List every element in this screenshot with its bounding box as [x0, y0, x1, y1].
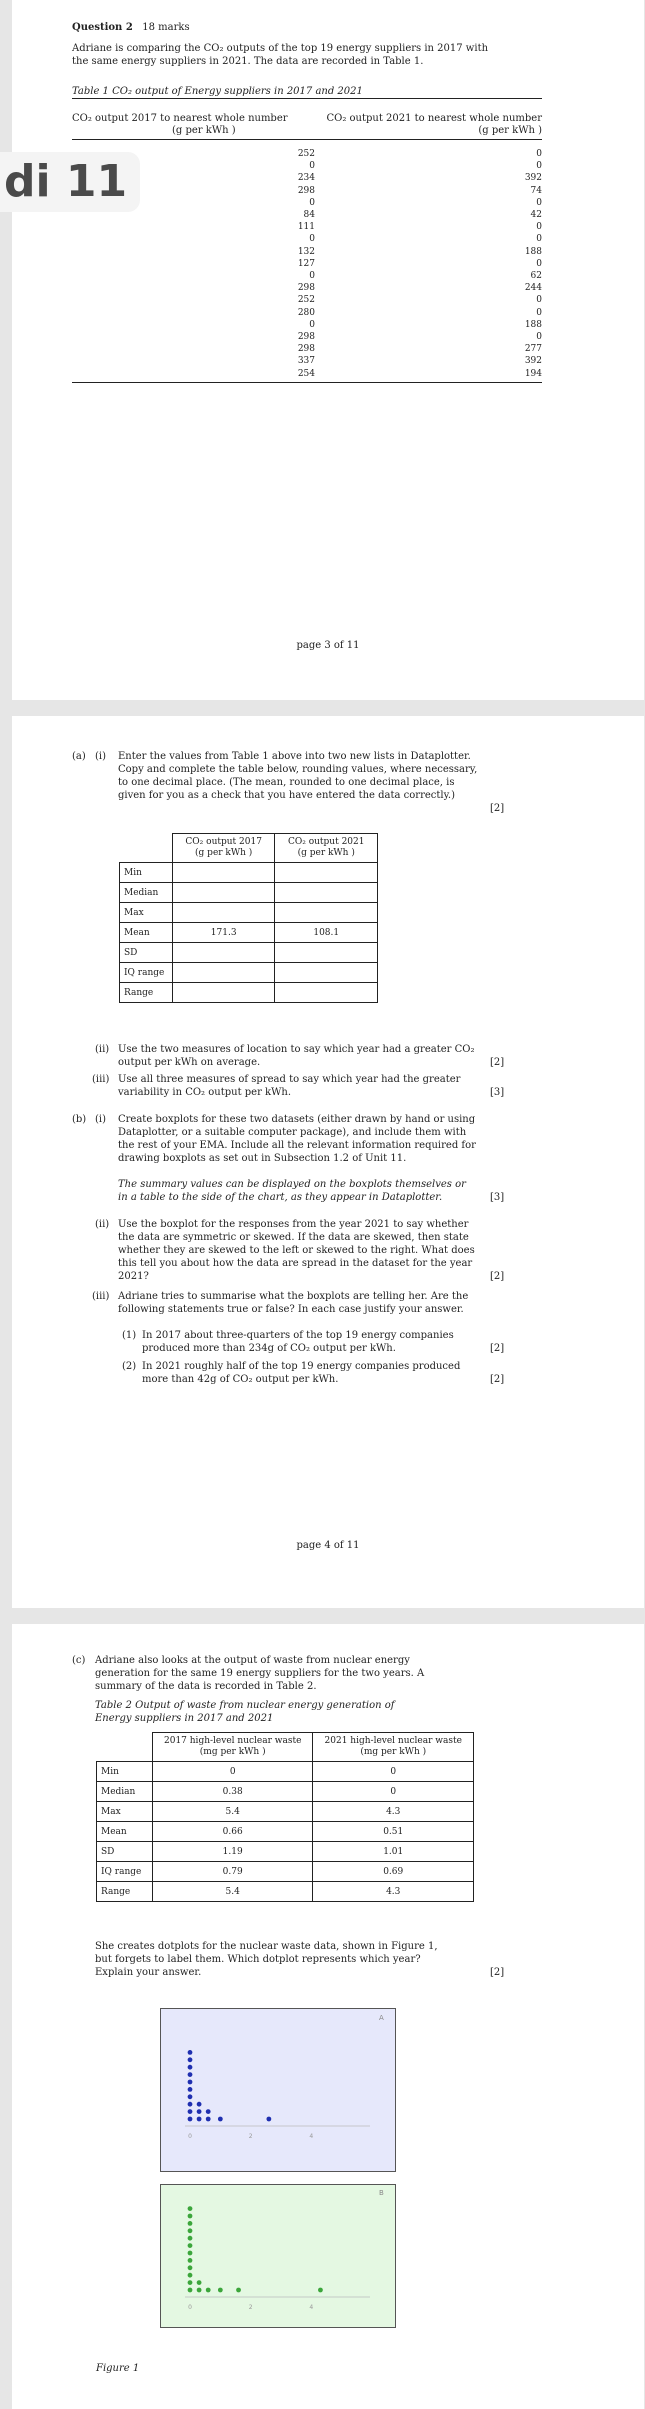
part-a-ii-label: (ii) — [95, 1044, 110, 1055]
table1-cell-2017: 337 — [297, 356, 315, 367]
question-heading — [72, 22, 190, 33]
dotplot-point — [188, 2265, 193, 2270]
table1-row — [72, 209, 542, 221]
table1-cell-2021: 0 — [536, 222, 542, 233]
summary-header-2021 — [275, 834, 378, 863]
table1-row — [72, 270, 542, 282]
summary-cell-label: Mean — [120, 923, 173, 943]
table1-cell-2017: 0 — [309, 271, 315, 282]
part-b-ii-label: (ii) — [95, 1219, 110, 1230]
part-b-iii-1-marks: [2] — [490, 1343, 505, 1354]
summary-table-rows — [120, 863, 378, 1003]
page-3 — [12, 0, 644, 700]
waste-cell-label: Range — [97, 1882, 153, 1902]
waste-header-2017-title: 2017 high-level nuclear waste — [164, 1736, 302, 1746]
table1-cell-2021: 188 — [524, 319, 542, 330]
waste-cell-label: Max — [97, 1802, 153, 1822]
summary-row — [120, 863, 378, 883]
table1-body — [72, 148, 542, 380]
summary-cell-2021 — [275, 863, 378, 883]
waste-header-2021-title: 2021 high-level nuclear waste — [324, 1736, 462, 1746]
part-a-iii-text: Use all three measures of spread to say which year had the greater variability in CO₂ output per kWh. — [118, 1074, 461, 1098]
table1-row — [72, 172, 542, 184]
table1-cell-2021: 74 — [530, 185, 542, 196]
waste-cell-label: Median — [97, 1782, 153, 1802]
dotplot-point — [188, 2072, 193, 2077]
summary-row — [120, 963, 378, 983]
waste-header-2017 — [152, 1733, 313, 1762]
table1-caption: Table 1 CO₂ output of Energy suppliers in 2017 and 2021 — [72, 86, 363, 97]
table1-row — [72, 160, 542, 172]
waste-table — [96, 1732, 474, 1902]
table1-cell-2021: 0 — [536, 295, 542, 306]
waste-cell-2021: 0.69 — [313, 1862, 474, 1882]
summary-cell-2021 — [275, 883, 378, 903]
dotplot-point — [218, 2117, 223, 2122]
waste-table-rows — [97, 1762, 474, 1902]
dotplot-marks: [2] — [490, 1967, 505, 1978]
dotplot-point — [188, 2065, 193, 2070]
dotplot-point — [188, 2102, 193, 2107]
dotplot-point — [188, 2214, 193, 2219]
dotplot-point — [197, 2288, 202, 2293]
dotplot-point — [188, 2243, 193, 2248]
part-b-iii-2-marks: [2] — [490, 1374, 505, 1385]
table1-cell-2021: 0 — [536, 332, 542, 343]
dotplot-point — [197, 2109, 202, 2114]
page-number: page 3 of 11 — [296, 640, 360, 651]
dotplot-point — [188, 2251, 193, 2256]
table1-col1-header: CO₂ output 2017 to nearest whole number — [72, 113, 288, 124]
dotplot-point — [188, 2109, 193, 2114]
dotplot-b — [160, 2184, 396, 2328]
table1-row — [72, 343, 542, 355]
table1-row — [72, 355, 542, 367]
summary-cell-2021: 108.1 — [275, 923, 378, 943]
waste-cell-2017: 5.4 — [152, 1802, 313, 1822]
table1-bottom-rule — [72, 382, 542, 383]
summary-row — [120, 883, 378, 903]
summary-cell-2021 — [275, 903, 378, 923]
part-c-label: (c) — [72, 1655, 86, 1666]
part-b-ii-text: Use the boxplot for the responses from the year 2021 to say whether the data are symmetric or skewed. If the data are skewed, then state whether they are skewed to the left or skewed to the right. What does this tell you about how the data are spread in the dataset for the year 2021? — [118, 1219, 475, 1282]
dotplot-point — [206, 2288, 211, 2293]
dotplot-point — [188, 2273, 193, 2278]
question-title: Question 2 — [72, 22, 133, 33]
waste-cell-2021: 0 — [313, 1782, 474, 1802]
waste-cell-2021: 0.51 — [313, 1822, 474, 1842]
table1-cell-2017: 132 — [297, 246, 315, 257]
table1-cell-2021: 0 — [536, 197, 542, 208]
dotplot-point — [188, 2221, 193, 2226]
dotplot-b-background — [161, 2185, 396, 2328]
table1-cell-2017: 111 — [297, 222, 315, 233]
waste-cell-2021: 4.3 — [313, 1802, 474, 1822]
table1-row — [72, 368, 542, 380]
dotplot-point — [218, 2288, 223, 2293]
table1-cell-2021: 392 — [524, 173, 542, 184]
dotplot-point — [197, 2117, 202, 2122]
summary-row — [120, 923, 378, 943]
summary-header-2017-unit: (g per kWh ) — [195, 848, 253, 858]
part-b-iii-2-text: In 2021 roughly half of the top 19 energy companies produced more than 42g of CO₂ output per kWh. — [142, 1361, 461, 1385]
dotplot-point — [188, 2280, 193, 2285]
waste-row — [97, 1762, 474, 1782]
table1-row — [72, 148, 542, 160]
table1-cell-2021: 42 — [530, 210, 542, 221]
summary-cell-2017 — [172, 963, 275, 983]
dotplot-tick-label: 2 — [248, 2133, 253, 2140]
dotplot-b-label: B — [379, 2189, 384, 2197]
dotplot-point — [188, 2080, 193, 2085]
table1-cell-2017: 298 — [297, 344, 315, 355]
waste-cell-2017: 0.66 — [152, 1822, 313, 1842]
summary-cell-2017 — [172, 863, 275, 883]
figure-caption: Figure 1 — [96, 2363, 140, 2374]
dotplot-tick-label: 2 — [248, 2304, 253, 2311]
waste-header-2021 — [313, 1733, 474, 1762]
dotplot-question: She creates dotplots for the nuclear waste data, shown in Figure 1, but forgets to label them. Which dotplot represents which year? Explain your answer. — [95, 1941, 438, 1978]
table1-cell-2017: 0 — [309, 319, 315, 330]
table1-row — [72, 197, 542, 209]
summary-cell-2021 — [275, 943, 378, 963]
part-b-iii-1-label: (1) — [122, 1330, 137, 1341]
waste-cell-2017: 0.38 — [152, 1782, 313, 1802]
part-b-i-label: (i) — [95, 1114, 107, 1125]
waste-cell-2021: 4.3 — [313, 1882, 474, 1902]
dotplot-point — [206, 2109, 211, 2114]
dotplot-point — [188, 2094, 193, 2099]
dotplot-tick-label: 4 — [309, 2133, 314, 2140]
part-a-i-text: Enter the values from Table 1 above into two new lists in Dataplotter. Copy and complete the table below, rounding values, where necessary, to one decimal place. (The mean, rounded to one decimal place, is given for you as a check that you have entered the data correctly.) — [118, 751, 478, 801]
table1-row — [72, 294, 542, 306]
summary-table-corner — [120, 834, 173, 863]
table2-caption: Table 2 Output of waste from nuclear energy generation of Energy suppliers in 2017 and 2021 — [95, 1700, 395, 1724]
summary-header-2021-title: CO₂ output 2021 — [287, 837, 365, 847]
dotplot-a — [160, 2008, 396, 2172]
waste-header-2021-unit: (mg per kWh ) — [360, 1747, 427, 1757]
table1-row — [72, 185, 542, 197]
dotplot-point — [236, 2288, 241, 2293]
dotplot-point — [188, 2050, 193, 2055]
table1-row — [72, 221, 542, 233]
table1-cell-2017: 298 — [297, 185, 315, 196]
part-a-i-marks: [2] — [490, 803, 505, 814]
waste-row — [97, 1882, 474, 1902]
dotplot-point — [188, 2206, 193, 2211]
table1-cell-2021: 0 — [536, 234, 542, 245]
part-a-iii-marks: [3] — [490, 1087, 505, 1098]
waste-cell-2021: 0 — [313, 1762, 474, 1782]
summary-header-2017 — [172, 834, 275, 863]
summary-cell-label: SD — [120, 943, 173, 963]
summary-cell-label: Max — [120, 903, 173, 923]
table1-cell-2017: 127 — [297, 258, 315, 269]
part-b-iii-1-text: In 2017 about three-quarters of the top 19 energy companies produced more than 234g of CO₂ output per kWh. — [142, 1330, 454, 1354]
table1-cell-2021: 0 — [536, 307, 542, 318]
part-b-ii-marks: [2] — [490, 1271, 505, 1282]
table1-cell-2021: 392 — [524, 356, 542, 367]
table1-cell-2017: 0 — [309, 234, 315, 245]
summary-row — [120, 943, 378, 963]
dotplot-point — [188, 2228, 193, 2233]
waste-cell-2017: 5.4 — [152, 1882, 313, 1902]
part-b-iii-label: (iii) — [92, 1291, 110, 1302]
dotplot-point — [206, 2117, 211, 2122]
summary-cell-label: IQ range — [120, 963, 173, 983]
table1-cell-2017: 298 — [297, 332, 315, 343]
dotplot-point — [188, 2288, 193, 2293]
waste-row — [97, 1822, 474, 1842]
waste-header-2017-unit: (mg per kWh ) — [199, 1747, 266, 1757]
table1-row — [72, 319, 542, 331]
table1-row — [72, 307, 542, 319]
dotplot-tick-label: 0 — [188, 2133, 192, 2140]
table1-cell-2021: 194 — [524, 368, 542, 379]
table1-top-rule — [72, 98, 542, 99]
part-a-label: (a) — [72, 751, 86, 762]
part-c-text: Adriane also looks at the output of waste from nuclear energy generation for the same 19 energy suppliers for the two years. A summary of the data is recorded in Table 2. — [95, 1655, 425, 1692]
table1-row — [72, 258, 542, 270]
waste-cell-label: IQ range — [97, 1862, 153, 1882]
summary-header-2017-title: CO₂ output 2017 — [185, 837, 262, 847]
table1-cell-2017: 280 — [297, 307, 315, 318]
table1-mid-rule — [72, 139, 542, 140]
waste-cell-label: SD — [97, 1842, 153, 1862]
table1-row — [72, 282, 542, 294]
table1-cell-2017: 252 — [297, 149, 315, 159]
part-a-i-label: (i) — [95, 751, 107, 762]
dotplot-a-background — [161, 2009, 396, 2172]
table1-cell-2017: 84 — [303, 210, 315, 221]
dotplot-point — [318, 2288, 323, 2293]
table1-cell-2017: 0 — [309, 197, 315, 208]
table1-cell-2021: 0 — [536, 161, 542, 172]
summary-table — [119, 833, 378, 1003]
part-b-i-marks: [3] — [490, 1192, 505, 1203]
waste-cell-2017: 1.19 — [152, 1842, 313, 1862]
waste-row — [97, 1842, 474, 1862]
table1-cell-2017: 234 — [297, 173, 315, 184]
dotplot-point — [266, 2117, 271, 2122]
table1-rows — [72, 148, 542, 380]
table1-col1-unit: (g per kWh ) — [172, 125, 236, 136]
dotplot-tick-label: 4 — [309, 2304, 314, 2311]
table1-cell-2021: 0 — [536, 149, 542, 159]
page-counter-overlay: di 11 — [0, 152, 140, 212]
part-b-iii-2-label: (2) — [122, 1361, 137, 1372]
dotplot-point — [197, 2280, 202, 2285]
summary-cell-label: Median — [120, 883, 173, 903]
dotplot-point — [188, 2117, 193, 2122]
part-b-label: (b) — [72, 1114, 87, 1125]
table1-cell-2017: 298 — [297, 283, 315, 294]
table1-cell-2021: 62 — [530, 271, 542, 282]
dotplot-tick-label: 0 — [188, 2304, 192, 2311]
table1-cell-2021: 277 — [524, 344, 542, 355]
table1-cell-2021: 0 — [536, 258, 542, 269]
page-5 — [12, 1624, 644, 2409]
waste-cell-label: Mean — [97, 1822, 153, 1842]
waste-cell-2017: 0 — [152, 1762, 313, 1782]
table1-cell-2017: 0 — [309, 161, 315, 172]
summary-cell-2021 — [275, 963, 378, 983]
table1-cell-2017: 254 — [297, 368, 315, 379]
summary-cell-2017 — [172, 983, 275, 1003]
waste-cell-label: Min — [97, 1762, 153, 1782]
page-number: page 4 of 11 — [296, 1540, 360, 1551]
table1-row — [72, 331, 542, 343]
part-a-iii-label: (iii) — [92, 1074, 110, 1085]
table1-cell-2017: 252 — [297, 295, 315, 306]
summary-cell-label: Range — [120, 983, 173, 1003]
dotplot-a-label: A — [379, 2014, 384, 2022]
table1-col2-unit: (g per kWh ) — [478, 125, 542, 136]
question-marks: 18 marks — [142, 22, 190, 33]
table1-row — [72, 233, 542, 245]
waste-row — [97, 1802, 474, 1822]
part-b-iii-text: Adriane tries to summarise what the boxplots are telling her. Are the following statements true or false? In each case justify your answer. — [118, 1291, 469, 1315]
summary-cell-2017 — [172, 943, 275, 963]
part-a-ii-marks: [2] — [490, 1057, 505, 1068]
part-b-i-text: Create boxplots for these two datasets (either drawn by hand or using Dataplotter, or a suitable computer package), and include them with the rest of your EMA. Include all the relevant information required for drawing boxplots as set out in Subsection 1.2 of Unit 11. — [118, 1114, 476, 1164]
summary-row — [120, 983, 378, 1003]
waste-table-corner — [97, 1733, 153, 1762]
dotplot-point — [188, 2236, 193, 2241]
summary-cell-2017: 171.3 — [172, 923, 275, 943]
summary-header-2021-unit: (g per kWh ) — [297, 848, 355, 858]
summary-cell-2021 — [275, 983, 378, 1003]
table1-cell-2021: 188 — [524, 246, 542, 257]
summary-cell-2017 — [172, 883, 275, 903]
table1-col2-header: CO₂ output 2021 to nearest whole number — [326, 113, 542, 124]
waste-row — [97, 1862, 474, 1882]
waste-cell-2021: 1.01 — [313, 1842, 474, 1862]
table1-cell-2021: 244 — [524, 283, 542, 294]
dotplot-point — [188, 2087, 193, 2092]
waste-cell-2017: 0.79 — [152, 1862, 313, 1882]
table1-row — [72, 246, 542, 258]
summary-cell-2017 — [172, 903, 275, 923]
page-4 — [12, 716, 644, 1608]
summary-cell-label: Min — [120, 863, 173, 883]
summary-row — [120, 903, 378, 923]
dotplot-point — [197, 2102, 202, 2107]
part-a-ii-text: Use the two measures of location to say which year had a greater CO₂ output per kWh on average. — [118, 1044, 475, 1068]
question-intro: Adriane is comparing the CO₂ outputs of the top 19 energy suppliers in 2017 with the same energy suppliers in 2021. The data are recorded in Table 1. — [72, 43, 489, 67]
waste-row — [97, 1782, 474, 1802]
dotplot-point — [188, 2057, 193, 2062]
dotplot-point — [188, 2258, 193, 2263]
part-b-i-note: The summary values can be displayed on the boxplots themselves or in a table to the side of the chart, as they appear in Dataplotter. — [118, 1179, 466, 1203]
